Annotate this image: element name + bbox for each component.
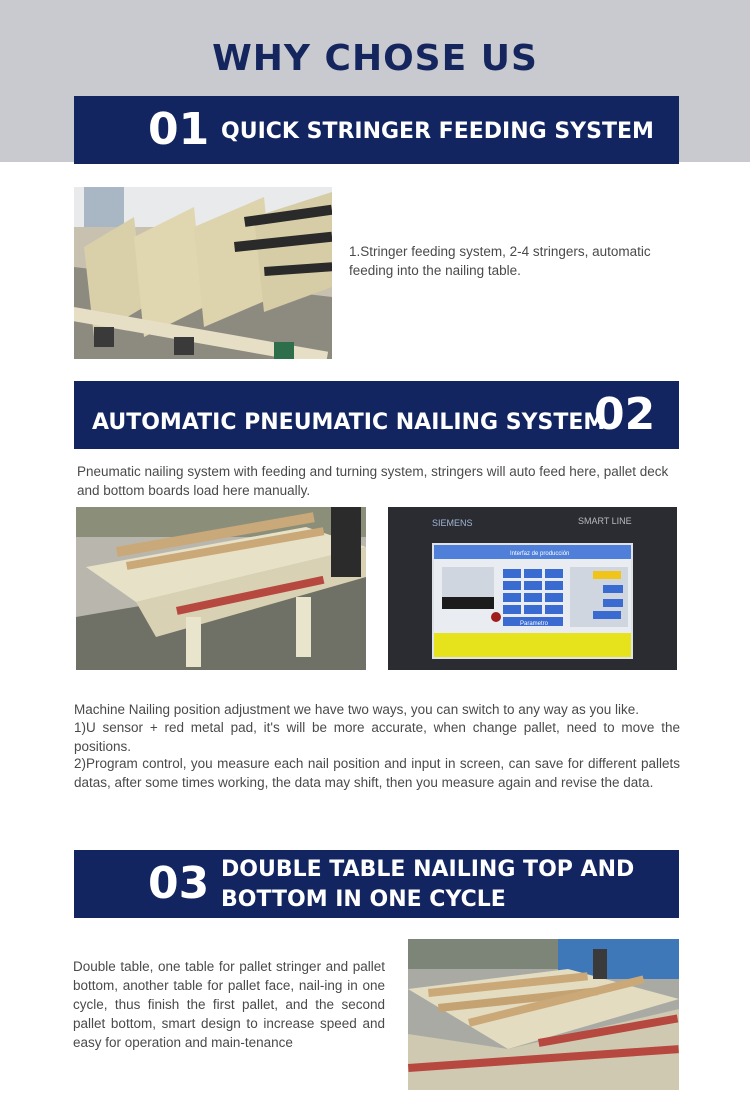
section-02-number: 02: [594, 389, 656, 440]
section-01-text: 1.Stringer feeding system, 2-4 stringers, automatic feeding into the nailing table.: [349, 244, 651, 278]
section-03-text: Double table, one table for pallet stringer and pallet bottom, another table for pallet face, nail-ing in one cycle, thus finish the first pallet, and the second pallet bottom, smart design to increase speed and easy for operation and main-tenance: [73, 959, 385, 1050]
section-02-detail-line3: 2)Program control, you measure each nail position and input in screen, can save for different pallets datas, after some times working, the data may shift, then you measure again and revise the data.: [74, 756, 680, 790]
section-02-intro: Pneumatic nailing system with feeding and turning system, stringers will auto feed here, pallet deck and bottom boards load here manually.: [77, 464, 669, 498]
section-03-heading-line1: DOUBLE TABLE NAILING TOP AND: [221, 857, 635, 882]
section-01-number: 01: [148, 104, 210, 155]
hmi-panel-title: Interfaz de producción: [510, 551, 570, 557]
double-table-photo: [408, 939, 679, 1090]
section-01-heading: QUICK STRINGER FEEDING SYSTEM: [221, 119, 654, 144]
section-03-banner: [74, 850, 679, 918]
section-02-detail-line1: Machine Nailing position adjustment we have two ways, you can switch to any way as you like.: [74, 702, 640, 717]
section-03-heading-line2: BOTTOM IN ONE CYCLE: [221, 887, 506, 912]
page-title: WHY CHOSE US: [212, 38, 538, 79]
smart-line-model: SMART LINE: [578, 516, 632, 526]
siemens-brand: SIEMENS: [432, 518, 473, 528]
section-01-banner: [74, 96, 679, 164]
nailing-table-photo: [76, 507, 366, 670]
siemens-hmi-photo: [388, 507, 677, 670]
section-02-detail-line2: 1)U sensor + red metal pad, it's will be more accurate, when change pallet, need to move the positions.: [74, 720, 680, 754]
hmi-parametro-button: Parametro: [520, 621, 549, 627]
section-02-banner: [74, 381, 679, 449]
stringer-feeding-photo: [74, 187, 332, 359]
section-03-number: 03: [148, 858, 210, 909]
section-02-heading: AUTOMATIC PNEUMATIC NAILING SYSTEM: [92, 410, 606, 435]
